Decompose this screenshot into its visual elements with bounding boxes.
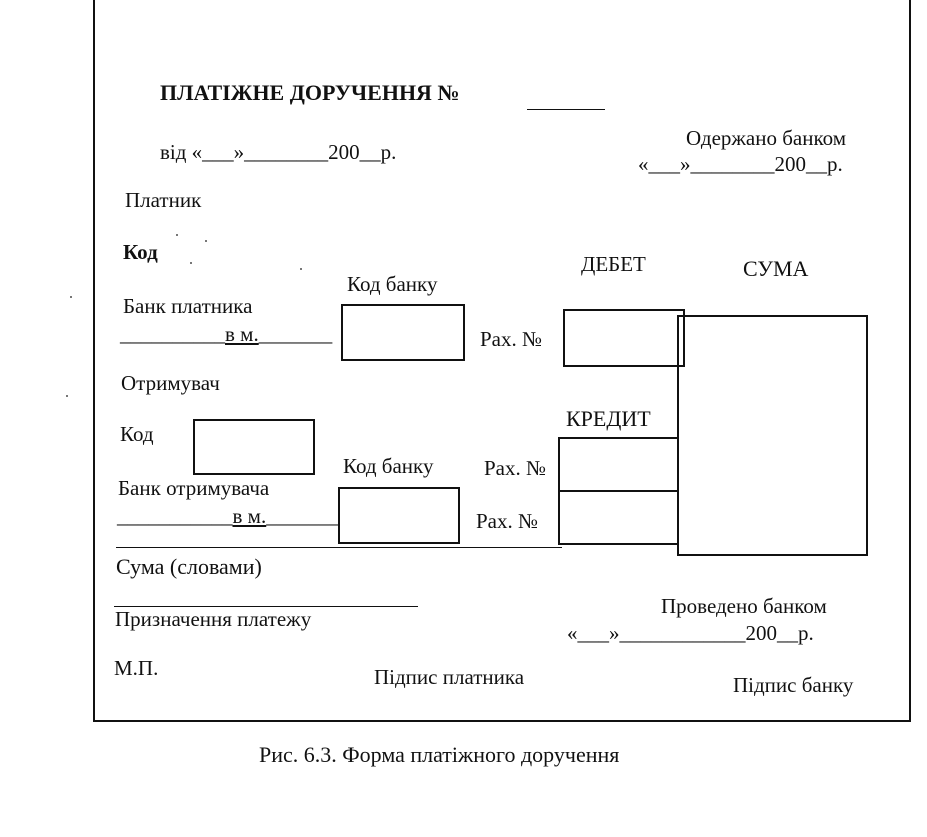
scan-speck xyxy=(205,240,207,242)
recipient-bank-city-line xyxy=(117,504,340,529)
processed-by-bank-date: «___»____________200__р. xyxy=(567,621,814,645)
account-label-recipient: Рах. № xyxy=(476,509,539,533)
bank-code-label-recipient: Код банку xyxy=(343,454,434,478)
bank-code-label-payer: Код банку xyxy=(347,272,438,296)
recipient-code-box[interactable] xyxy=(193,419,315,475)
form-title xyxy=(160,80,460,106)
payment-purpose-label: Призначення платежу xyxy=(115,607,312,631)
recipient-bank-in-city: в м. xyxy=(232,504,267,528)
debit-label: ДЕБЕТ xyxy=(581,252,646,276)
form-title-text: ПЛАТІЖНЕ ДОРУЧЕННЯ № xyxy=(160,80,460,105)
scan-speck xyxy=(300,268,302,270)
payer-bank-line-prefix: __________ xyxy=(120,322,225,346)
credit-row-top xyxy=(558,437,678,439)
amount-words-line-top[interactable] xyxy=(116,547,562,548)
figure-caption: Рис. 6.3. Форма платіжного доручення xyxy=(259,742,620,767)
scan-speck xyxy=(70,296,72,298)
payer-signature-label: Підпис платника xyxy=(374,665,525,689)
recipient-code-label: Код xyxy=(120,422,154,446)
bank-signature-label: Підпис банку xyxy=(733,673,854,697)
sum-label: СУМА xyxy=(743,256,809,281)
recipient-bank-code-box[interactable] xyxy=(338,487,460,544)
form-date-line: від «___»________200__р. xyxy=(160,140,397,164)
scan-speck xyxy=(176,234,178,236)
stamp-label: М.П. xyxy=(114,656,159,680)
payer-bank-label: Банк платника xyxy=(123,294,253,318)
sum-box[interactable] xyxy=(677,315,868,556)
payer-code-label: Код xyxy=(123,240,158,264)
processed-by-bank-label: Проведено банком xyxy=(661,594,827,618)
recipient-bank-label: Банк отримувача xyxy=(118,476,270,500)
scan-speck xyxy=(190,262,192,264)
scan-speck xyxy=(66,395,68,397)
payer-bank-in-city: в м. xyxy=(225,322,259,346)
recipient-bank-line-suffix: _______ xyxy=(266,504,340,528)
payer-bank-code-box[interactable] xyxy=(341,304,465,361)
payer-bank-city-line xyxy=(120,322,332,347)
credit-row-bottom xyxy=(558,543,678,545)
debit-account-box[interactable] xyxy=(563,309,685,367)
received-by-bank-date: «___»________200__р. xyxy=(638,152,843,176)
account-label-credit: Рах. № xyxy=(484,456,547,480)
received-by-bank-label: Одержано банком xyxy=(686,126,846,150)
payer-label: Платник xyxy=(125,188,202,212)
account-label-debit: Рах. № xyxy=(480,327,543,351)
recipient-label: Отримувач xyxy=(121,371,220,395)
form-number-field[interactable] xyxy=(527,109,605,110)
recipient-bank-line-prefix: ___________ xyxy=(117,504,233,528)
credit-row-middle xyxy=(558,490,678,492)
credit-label: КРЕДИТ xyxy=(566,406,651,431)
payer-bank-line-suffix: _______ xyxy=(258,322,333,346)
amount-words-label: Сума (словами) xyxy=(116,554,262,579)
